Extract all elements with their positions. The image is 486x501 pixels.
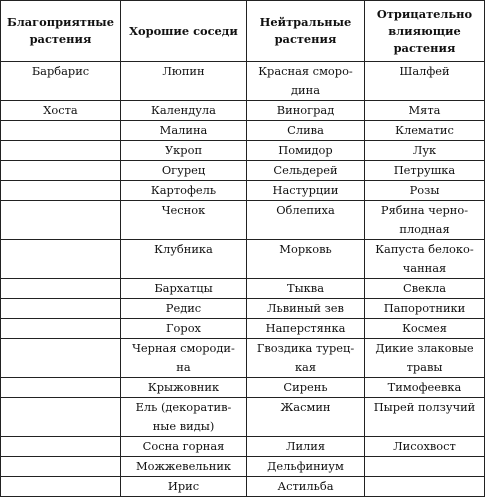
cell-neutral — [247, 240, 365, 279]
cell-neutral — [247, 319, 365, 339]
cell-text: Лук — [412, 143, 437, 157]
cell-text: Сельдерей — [273, 163, 338, 177]
table-row — [1, 279, 485, 299]
cell-negative — [365, 398, 485, 437]
cell-good-neighbor — [121, 141, 247, 161]
cell-good-neighbor — [121, 477, 247, 497]
cell-negative — [365, 299, 485, 319]
cell-text: Дикие злаковые травы — [375, 341, 474, 374]
cell-text: Виноград — [276, 103, 335, 117]
cell-neutral — [247, 161, 365, 181]
table-row — [1, 181, 485, 201]
table-row — [1, 141, 485, 161]
cell-neutral — [247, 378, 365, 398]
cell-text: Тыква — [287, 281, 324, 295]
table-row — [1, 398, 485, 437]
cell-text: Хоста — [43, 103, 78, 117]
cell-text: Облепиха — [276, 203, 335, 217]
cell-negative — [365, 339, 485, 378]
cell-good-neighbor — [121, 181, 247, 201]
cell-text: Бархатцы — [154, 281, 213, 295]
cell-neutral — [247, 457, 365, 477]
cell-good-neighbor — [121, 101, 247, 121]
table-header — [1, 1, 485, 62]
cell-text: Укроп — [164, 143, 203, 157]
cell-neutral — [247, 121, 365, 141]
cell-text: Огурец — [161, 163, 206, 177]
cell-good-neighbor — [121, 457, 247, 477]
cell-text: Тимофеевка — [387, 380, 462, 394]
cell-text: Красная сморо- дина — [258, 64, 353, 97]
cell-neutral — [247, 477, 365, 497]
cell-neutral — [247, 339, 365, 378]
cell-favorable — [1, 62, 121, 101]
cell-favorable — [1, 279, 121, 299]
cell-neutral — [247, 62, 365, 101]
cell-text: Львиный зев — [267, 301, 344, 315]
cell-favorable — [1, 398, 121, 437]
header-good-neighbors: Хорошие соседи — [121, 1, 247, 62]
cell-negative — [365, 101, 485, 121]
cell-text: Слива — [287, 123, 324, 137]
cell-text: Редис — [165, 301, 202, 315]
cell-text: Сосна горная — [142, 439, 225, 453]
cell-text: Астильба — [277, 479, 334, 493]
table-body — [1, 62, 485, 497]
table-row — [1, 477, 485, 497]
cell-good-neighbor — [121, 279, 247, 299]
header-negative: Отрицательно влияющие растения — [365, 1, 485, 62]
cell-negative — [365, 240, 485, 279]
cell-good-neighbor — [121, 339, 247, 378]
cell-neutral — [247, 181, 365, 201]
table-row — [1, 378, 485, 398]
cell-text: Сирень — [283, 380, 328, 394]
cell-neutral — [247, 279, 365, 299]
cell-text: Настурции — [272, 183, 339, 197]
cell-text: Черная смороди- на — [132, 341, 235, 374]
cell-good-neighbor — [121, 398, 247, 437]
cell-favorable — [1, 457, 121, 477]
cell-text: Гвоздика турец- кая — [256, 341, 355, 374]
cell-text: Лилия — [285, 439, 326, 453]
cell-favorable — [1, 141, 121, 161]
cell-text: Капуста белоко- чанная — [375, 242, 474, 275]
cell-favorable — [1, 477, 121, 497]
cell-good-neighbor — [121, 378, 247, 398]
cell-good-neighbor — [121, 62, 247, 101]
header-favorable: Благоприятные растения — [1, 1, 121, 62]
cell-neutral — [247, 299, 365, 319]
cell-text: Календула — [151, 103, 216, 117]
cell-text: Рябина черно- плодная — [380, 203, 469, 236]
cell-good-neighbor — [121, 240, 247, 279]
cell-text: Мята — [408, 103, 441, 117]
cell-good-neighbor — [121, 201, 247, 240]
cell-text: Розы — [409, 183, 440, 197]
cell-negative — [365, 378, 485, 398]
cell-text: Ель (декоратив- ные виды) — [135, 400, 232, 433]
cell-neutral — [247, 201, 365, 240]
cell-negative — [365, 62, 485, 101]
cell-neutral — [247, 101, 365, 121]
cell-negative — [365, 181, 485, 201]
cell-text: Клубника — [154, 242, 213, 256]
cell-text: Клематис — [395, 123, 454, 137]
table-row — [1, 437, 485, 457]
cell-text: Ирис — [167, 479, 200, 493]
cell-good-neighbor — [121, 437, 247, 457]
cell-negative — [365, 201, 485, 240]
table-row — [1, 240, 485, 279]
cell-text: Морковь — [279, 242, 332, 256]
cell-favorable — [1, 121, 121, 141]
cell-neutral — [247, 437, 365, 457]
cell-favorable — [1, 319, 121, 339]
cell-favorable — [1, 161, 121, 181]
cell-good-neighbor — [121, 121, 247, 141]
cell-negative — [365, 121, 485, 141]
cell-negative — [365, 279, 485, 299]
cell-text: Наперстянка — [265, 321, 346, 335]
cell-good-neighbor — [121, 299, 247, 319]
cell-favorable — [1, 437, 121, 457]
cell-favorable — [1, 181, 121, 201]
cell-text: Лисохвост — [393, 439, 456, 453]
cell-text: Малина — [159, 123, 208, 137]
table-row — [1, 62, 485, 101]
cell-text: Шалфей — [399, 64, 450, 78]
table-row — [1, 201, 485, 240]
table-row — [1, 121, 485, 141]
cell-text: Барбарис — [31, 64, 90, 78]
header-row — [1, 1, 485, 62]
cell-text: Картофель — [150, 183, 217, 197]
header-neutral: Нейтральные растения — [247, 1, 365, 62]
cell-text: Люпин — [162, 64, 205, 78]
cell-favorable — [1, 299, 121, 319]
table-row — [1, 299, 485, 319]
cell-text: Можжевельник — [135, 459, 232, 473]
cell-negative — [365, 161, 485, 181]
cell-good-neighbor — [121, 161, 247, 181]
cell-negative — [365, 457, 485, 477]
cell-text: Свекла — [402, 281, 446, 295]
cell-favorable — [1, 240, 121, 279]
cell-negative — [365, 319, 485, 339]
cell-neutral — [247, 398, 365, 437]
cell-text: Пырей ползучий — [373, 400, 476, 414]
table-row — [1, 101, 485, 121]
cell-text: Помидор — [278, 143, 333, 157]
cell-text: Горох — [166, 321, 201, 335]
cell-text: Петрушка — [393, 163, 456, 177]
cell-negative — [365, 437, 485, 457]
cell-text: Дельфиниум — [267, 459, 344, 473]
cell-favorable — [1, 339, 121, 378]
table-row — [1, 457, 485, 477]
cell-favorable — [1, 378, 121, 398]
cell-text: Крыжовник — [147, 380, 220, 394]
table-row — [1, 319, 485, 339]
cell-negative — [365, 477, 485, 497]
cell-text: Папоротники — [383, 301, 466, 315]
cell-good-neighbor — [121, 319, 247, 339]
cell-text: Жасмин — [280, 400, 331, 414]
cell-favorable — [1, 101, 121, 121]
cell-favorable — [1, 201, 121, 240]
cell-negative — [365, 141, 485, 161]
table-row — [1, 161, 485, 181]
table-row — [1, 339, 485, 378]
cell-text: Космея — [402, 321, 447, 335]
cell-text: Чеснок — [161, 203, 206, 217]
cell-neutral — [247, 141, 365, 161]
